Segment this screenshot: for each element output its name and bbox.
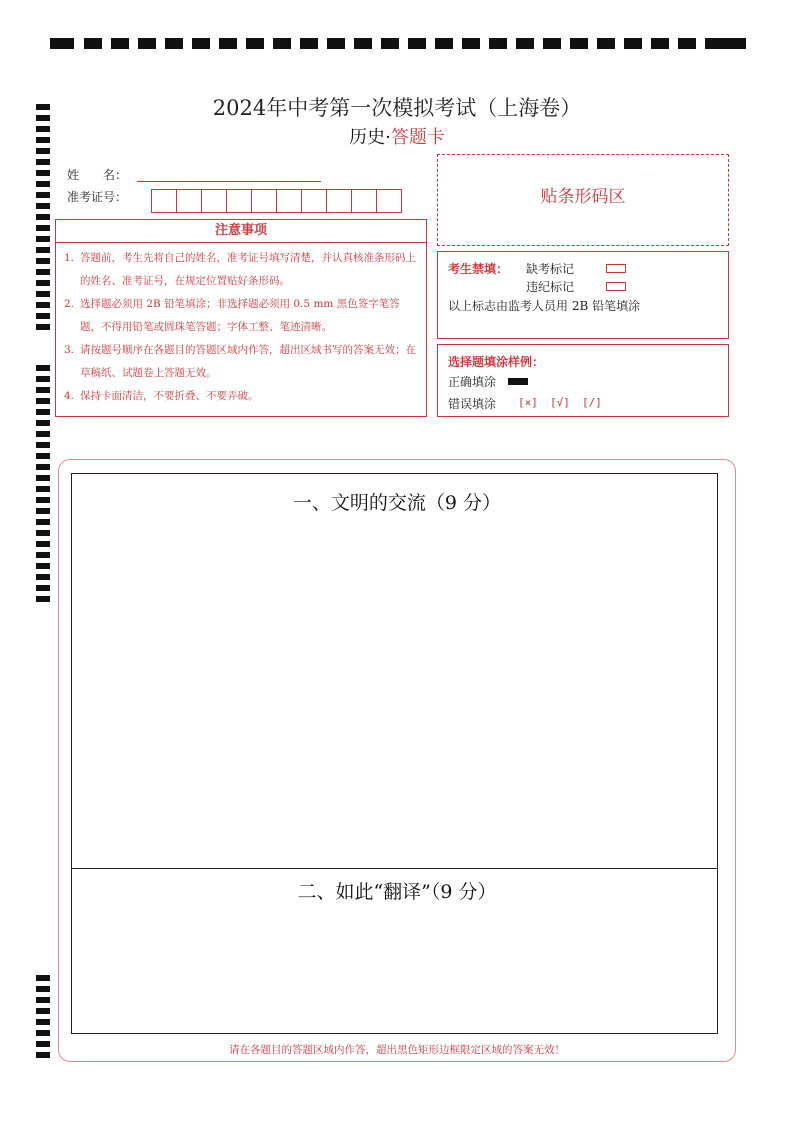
wrong-fill-mark: [√] (550, 396, 570, 409)
absent-mark-box[interactable] (606, 264, 626, 273)
notice-item (64, 385, 420, 408)
page-subtitle (0, 123, 794, 149)
page-title: 2024年中考第一次模拟考试（上海卷） (212, 96, 582, 120)
notice-item-text: 选择题必须用 2B 铅笔填涂；非选择题必须用 0.5 mm 黑色签字笔答题，不得用铅笔或圆珠笔答题；字体工整、笔迹清晰。 (80, 298, 400, 333)
forbid-heading: 考生禁填： (448, 262, 509, 276)
id-box[interactable] (351, 189, 377, 213)
absent-label: 缺考标记 (526, 262, 575, 276)
name-input-line[interactable] (137, 180, 321, 182)
top-timing-marks (50, 38, 746, 50)
wrong-fill-mark: [/] (582, 396, 602, 409)
notice-item (64, 293, 420, 339)
question-1-title: 一、文明的交流（9 分） (292, 492, 502, 514)
id-box[interactable] (326, 189, 352, 213)
notice-item-text: 请按题号顺序在各题目的答题区域内作答，超出区域书写的答案无效；在草稿纸、试题卷上答题无效。 (80, 344, 416, 379)
notice-item-number: 1. (64, 252, 75, 264)
notice-box (55, 219, 427, 417)
footer-warning: 请在各题目的答题区域内作答，超出黑色矩形边框限定区域的答案无效！ (229, 1044, 565, 1056)
subtitle-subject: 历史· (349, 127, 391, 148)
id-box[interactable] (376, 189, 402, 213)
violation-mark-box[interactable] (606, 282, 626, 291)
id-box[interactable] (301, 189, 327, 213)
violation-label: 违纪标记 (526, 280, 575, 294)
notice-item (64, 247, 420, 293)
id-box[interactable] (176, 189, 202, 213)
question-divider (71, 868, 718, 869)
notice-item-text: 保持卡面清洁，不要折叠、不要弄破。 (80, 390, 259, 402)
answer-region[interactable] (71, 473, 718, 1034)
subtitle-card: 答题卡 (390, 127, 445, 148)
id-box[interactable] (226, 189, 252, 213)
id-box[interactable] (251, 189, 277, 213)
notice-item-number: 4. (64, 390, 75, 402)
examiner-only-box (437, 251, 729, 339)
notice-list (56, 243, 426, 408)
wrong-fill-mark: [×] (518, 396, 538, 409)
id-label: 准考证号： (67, 190, 128, 204)
correct-fill-mark (508, 378, 528, 385)
id-box[interactable] (201, 189, 227, 213)
notice-item-number: 2. (64, 298, 75, 310)
correct-fill-label: 正确填涂 (448, 375, 497, 389)
notice-item (64, 339, 420, 385)
sample-heading: 选择题填涂样例： (448, 355, 545, 369)
notice-item-text: 答题前，考生先将自己的姓名，准考证号填写清楚，并认真核准条形码上的姓名、准考证号，在规定位置贴好条形码。 (80, 252, 416, 287)
question-2-title: 二、如此“翻译”（9 分） (297, 881, 497, 903)
barcode-area[interactable]: 贴条形码区 (437, 154, 729, 246)
wrong-fill-label: 错误填涂 (448, 397, 497, 411)
id-box[interactable] (276, 189, 302, 213)
notice-item-number: 3. (64, 344, 75, 356)
fill-sample-box (437, 344, 729, 417)
notice-heading: 注意事项 (56, 220, 426, 243)
name-label: 姓 名： (67, 168, 128, 182)
forbid-note: 以上标志由监考人员用 2B 铅笔填涂 (448, 299, 641, 313)
id-number-boxes[interactable] (152, 189, 402, 213)
id-box[interactable] (151, 189, 177, 213)
